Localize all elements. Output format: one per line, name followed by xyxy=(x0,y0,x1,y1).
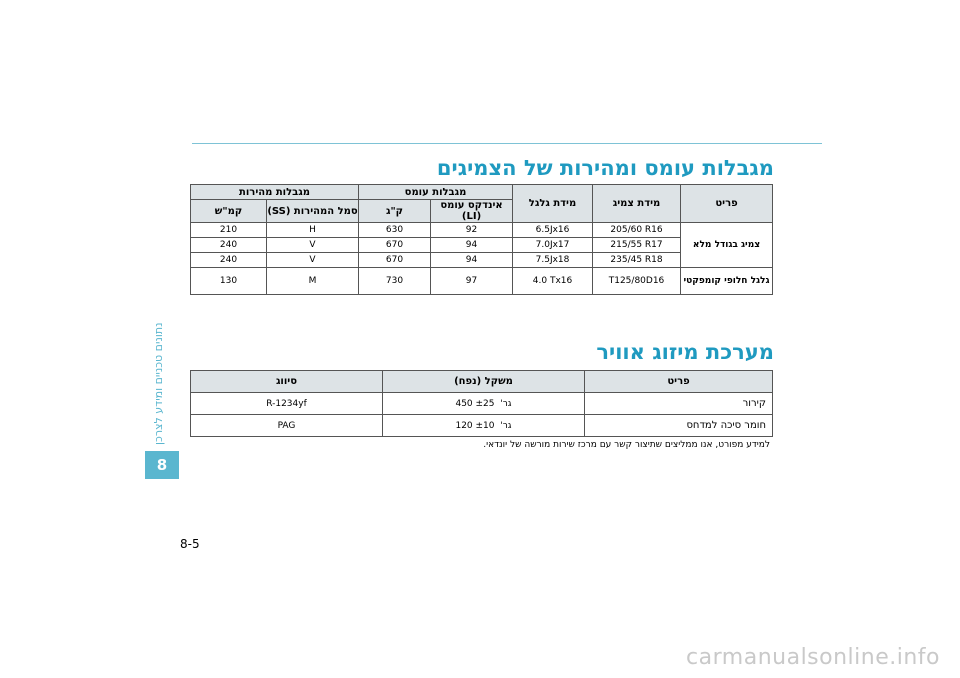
load-index-cell: 92 xyxy=(431,223,513,238)
speed-symbol-cell: H xyxy=(267,223,359,238)
tire-size-cell: 235/45 R18 xyxy=(593,253,681,268)
header-item: פריט xyxy=(585,371,773,393)
kmh-cell: 130 xyxy=(191,268,267,295)
page-number: 8-5 xyxy=(180,537,200,551)
ac-footnote: למידע מפורט, אנו ממליצים שתיצור קשר עם מרכז שירות מורשה של יונדאי. xyxy=(483,440,770,450)
ac-item-cell: חומר סיכה למדחס xyxy=(585,415,773,437)
header-tire-size: מידת צמיג xyxy=(593,185,681,223)
kmh-cell: 240 xyxy=(191,238,267,253)
tires-section-title: מגבלות עומס ומהירות של הצמיגים xyxy=(436,156,774,180)
load-index-cell: 94 xyxy=(431,253,513,268)
ac-type-cell: R-1234yf xyxy=(191,393,383,415)
watermark: carmanualsonline.info xyxy=(686,645,940,670)
load-index-cell: 94 xyxy=(431,238,513,253)
wheel-size-cell: 6.5Jx16 xyxy=(513,223,593,238)
header-speed-symbol: סמל המהירות (SS) xyxy=(267,200,359,223)
kg-cell: 670 xyxy=(359,253,431,268)
wheel-size-cell: 7.5Jx18 xyxy=(513,253,593,268)
tire-size-cell: 215/55 R17 xyxy=(593,238,681,253)
weight-value: 450 ±25 xyxy=(455,398,495,409)
ac-weight-cell xyxy=(383,393,585,415)
ac-weight-cell xyxy=(383,415,585,437)
unit-label: גר' xyxy=(500,420,512,431)
weight-value: 120 ±10 xyxy=(455,420,495,431)
unit-label: גר' xyxy=(500,398,512,409)
top-rule xyxy=(192,143,822,144)
ac-type-cell: PAG xyxy=(191,415,383,437)
header-kmh: קמ"ש xyxy=(191,200,267,223)
kmh-cell: 240 xyxy=(191,253,267,268)
header-weight: משקל (נפח) xyxy=(383,371,585,393)
kmh-cell: 210 xyxy=(191,223,267,238)
full-size-tire-label: צמיג בגודל מלא xyxy=(681,223,773,268)
kg-cell: 630 xyxy=(359,223,431,238)
header-load-index: אינדקס עומס (LI) xyxy=(431,200,513,223)
header-speed-limits: מגבלות מהירות xyxy=(191,185,359,200)
speed-symbol-cell: V xyxy=(267,238,359,253)
chapter-side-title: נתונים טכניים ומידע לצרכן xyxy=(152,322,165,445)
wheel-size-cell: 7.0Jx17 xyxy=(513,238,593,253)
header-wheel-size: מידת גלגל xyxy=(513,185,593,223)
ac-item-cell: קירור xyxy=(585,393,773,415)
wheel-size-cell: 4.0 Tx16 xyxy=(513,268,593,295)
ac-section-title: מערכת מיזוג אוויר xyxy=(596,340,774,364)
table-row xyxy=(191,415,773,437)
table-row xyxy=(191,393,773,415)
header-kg: ק"ג xyxy=(359,200,431,223)
header-type: סיווג xyxy=(191,371,383,393)
ac-system-table xyxy=(190,370,773,437)
tire-size-cell: T125/80D16 xyxy=(593,268,681,295)
speed-symbol-cell: V xyxy=(267,253,359,268)
kg-cell: 670 xyxy=(359,238,431,253)
chapter-tab: 8 xyxy=(145,451,179,479)
compact-spare-label: גלגל חלופי קומפקטי xyxy=(681,268,773,295)
kg-cell: 730 xyxy=(359,268,431,295)
tire-size-cell: 205/60 R16 xyxy=(593,223,681,238)
speed-symbol-cell: M xyxy=(267,268,359,295)
header-load-limits: מגבלות עומס xyxy=(359,185,513,200)
table-row xyxy=(191,268,773,295)
tire-load-speed-table xyxy=(190,184,773,295)
table-row xyxy=(191,223,773,238)
load-index-cell: 97 xyxy=(431,268,513,295)
header-item: פריט xyxy=(681,185,773,223)
